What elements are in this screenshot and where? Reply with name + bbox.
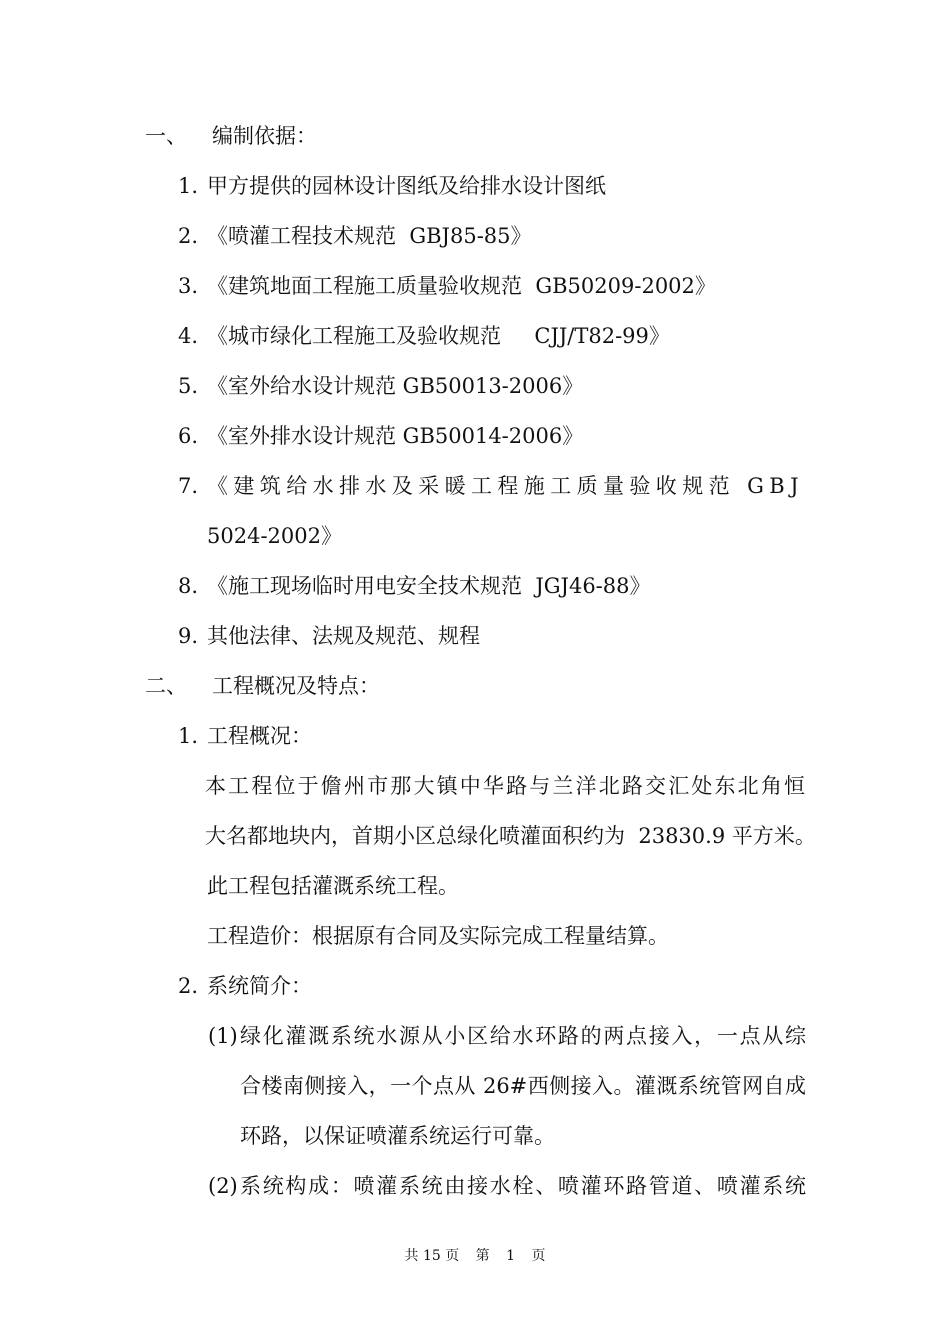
list-item-text: 甲方提供的园林设计图纸及给排水设计图纸 <box>207 174 606 198</box>
list-item-number: 2. <box>178 224 199 248</box>
section-title: 工程概况及特点： <box>212 674 380 698</box>
list-item-text: 《喷灌工程技术规范 GBJ85-85》 <box>207 224 532 248</box>
page-footer <box>0 1246 950 1266</box>
list-item-number: 7. <box>178 474 199 498</box>
list-item-number: 5. <box>178 374 199 398</box>
cost-text: 工程造价：根据原有合同及实际完成工程量结算。 <box>207 924 669 948</box>
section-title: 编制依据： <box>212 124 317 148</box>
sub-item-number: (1) <box>208 1024 238 1048</box>
sub-item-line: 系统构成：喷灌系统由接水栓、喷灌环路管道、喷灌系统 <box>240 1174 806 1198</box>
paragraph-text: 此工程包括灌溉系统工程。 <box>207 874 459 898</box>
list-item-number: 3. <box>178 274 199 298</box>
list-item-number: 1. <box>178 174 199 198</box>
list-item-number: 6. <box>178 424 199 448</box>
paragraph-line: 本工程位于儋州市那大镇中华路与兰洋北路交汇处东北角恒 <box>205 774 805 798</box>
paragraph-line: 大名都地块内，首期小区总绿化喷灌面积约为 23830.9 平方米。 <box>205 824 816 848</box>
sub-item-text: 环路，以保证喷灌系统运行可靠。 <box>240 1124 555 1148</box>
subsection-number: 2. <box>178 974 199 998</box>
list-item-text: 《施工现场临时用电安全技术规范 JGJ46-88》 <box>207 574 651 598</box>
list-item-text: 《室外排水设计规范 GB50014-2006》 <box>207 424 584 448</box>
list-item-number: 4. <box>178 324 199 348</box>
section-number: 一、 <box>145 124 187 148</box>
list-item-text: 《建筑给水排水及采暖工程施工质量验收规范 GBJ <box>207 474 804 498</box>
list-item-number: 8. <box>178 574 199 598</box>
total-pages: 共 15 页 <box>404 1248 460 1264</box>
list-item-number: 9. <box>178 624 199 648</box>
section-number: 二、 <box>145 674 187 698</box>
page-label-suffix: 页 <box>531 1248 546 1264</box>
sub-item-number: (2) <box>208 1174 238 1198</box>
list-item-text: 《建筑地面工程施工质量验收规范 GB50209-2002》 <box>207 274 716 298</box>
list-item-text: 《室外给水设计规范 GB50013-2006》 <box>207 374 584 398</box>
subsection-title: 系统简介： <box>207 974 312 998</box>
subsection-title: 工程概况： <box>207 724 312 748</box>
page-label-prefix: 第 <box>475 1248 490 1264</box>
list-item-text: 《城市绿化工程施工及验收规范 CJJ/T82-99》 <box>207 324 670 348</box>
list-item-text: 5024-2002》 <box>207 524 342 548</box>
list-item-text: 其他法律、法规及规范、规程 <box>207 624 480 648</box>
page-number: 1 <box>506 1248 516 1264</box>
sub-item-line: 绿化灌溉系统水源从小区给水环路的两点接入，一点从综 <box>240 1024 806 1048</box>
subsection-number: 1. <box>178 724 199 748</box>
sub-item-line: 合楼南侧接入，一个点从 26#西侧接入。灌溉系统管网自成 <box>240 1074 806 1098</box>
